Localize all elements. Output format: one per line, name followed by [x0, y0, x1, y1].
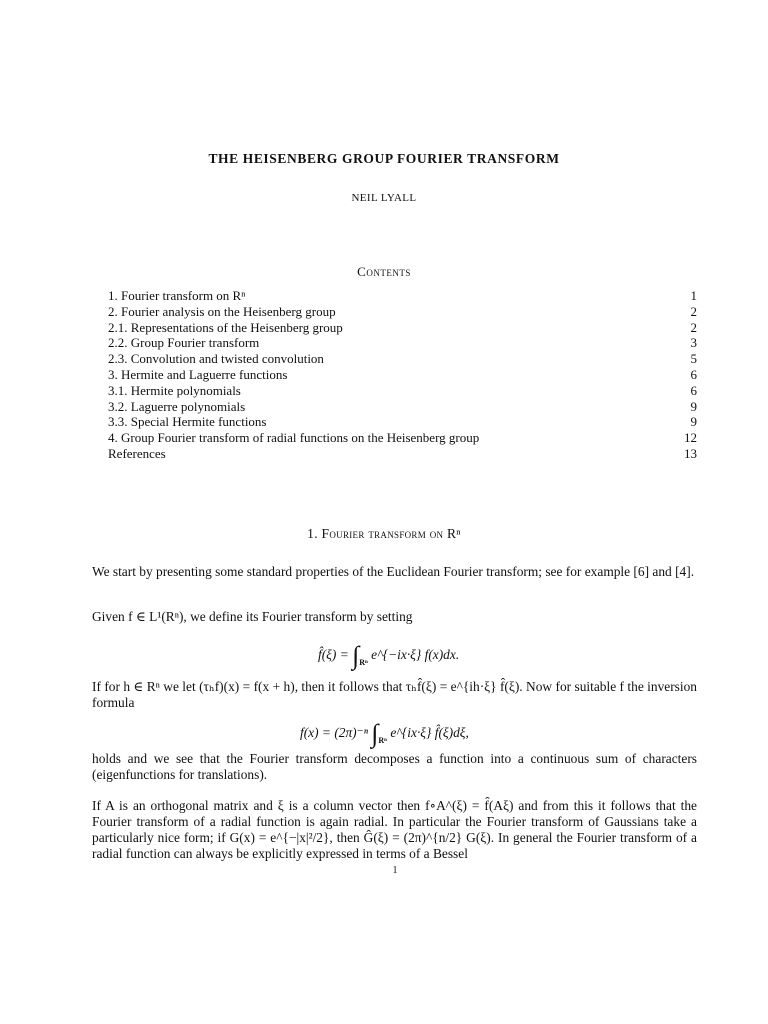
toc-entry[interactable]: 2.1. Representations of the Heisenberg group 2 [108, 319, 697, 335]
table-of-contents [108, 288, 697, 462]
equation-fourier-transform: f̂(ξ) = $\int_{R^n}$ e^{−ix·ξ} f(x)dx. [318, 641, 460, 670]
toc-entry[interactable]: 2.3. Convolution and twisted convolution 5 [108, 351, 697, 367]
paper-title: THE HEISENBERG GROUP FOURIER TRANSFORM [208, 151, 560, 166]
contents-heading: Contents [357, 264, 411, 279]
author-name: NEIL LYALL [351, 192, 417, 204]
paragraph: We start by presenting some standard properties of the Euclidean Fourier transform; see for example [6] and [4]. [92, 564, 695, 579]
equation-inversion-formula: f(x) = (2π)⁻ⁿ $\int_{R^n}$ e^{ix·ξ} f̂(ξ)dξ, [300, 719, 469, 748]
toc-entry[interactable]: 3.3. Special Hermite functions 9 [108, 414, 697, 430]
paragraph: If for h ∈ Rⁿ we let (τₕf)(x) = f(x + h), then it follows that τₕf̂(ξ) = e^{ih·ξ} f̂(ξ). Now for suitable f the inversion formula [92, 679, 697, 710]
toc-entry[interactable]: 3. Hermite and Laguerre functions 6 [108, 366, 697, 382]
toc-entry[interactable]: 2. Fourier analysis on the Heisenberg group 2 [108, 303, 697, 319]
section-heading: 1. Fourier transform on Rⁿ [307, 526, 461, 541]
paragraph: Given f ∈ L¹(Rⁿ), we define its Fourier transform by setting [92, 609, 413, 624]
paragraph: holds and we see that the Fourier transform decomposes a function into a continuous sum of characters (eigenfunctions for translations). [92, 751, 697, 782]
page-number: 1 [392, 865, 398, 876]
toc-entry[interactable]: 1. Fourier transform on Rⁿ 1 [108, 288, 697, 303]
toc-entry[interactable]: 3.2. Laguerre polynomials 9 [108, 398, 697, 414]
toc-entry[interactable]: 4. Group Fourier transform of radial functions on the Heisenberg group 12 [108, 430, 697, 446]
paragraph: If A is an orthogonal matrix and ξ is a column vector then f∘A^(ξ) = f̂(Aξ) and from this it follows that the Fourier transform of a radial function is again radial. In particular the Fourier transform of Gaussians take a particularly nice form; if G(x) = e^{−|x|²/2}, then Ĝ(ξ) = (2π)^{n/2} G(ξ). In general the Fourier transform of a radial function can always be explicitly expressed in terms of a Bessel [92, 798, 697, 861]
toc-entry[interactable]: 3.1. Hermite polynomials 6 [108, 382, 697, 398]
toc-entry[interactable]: 2.2. Group Fourier transform 3 [108, 335, 697, 351]
toc-entry[interactable]: References 13 [108, 445, 697, 461]
